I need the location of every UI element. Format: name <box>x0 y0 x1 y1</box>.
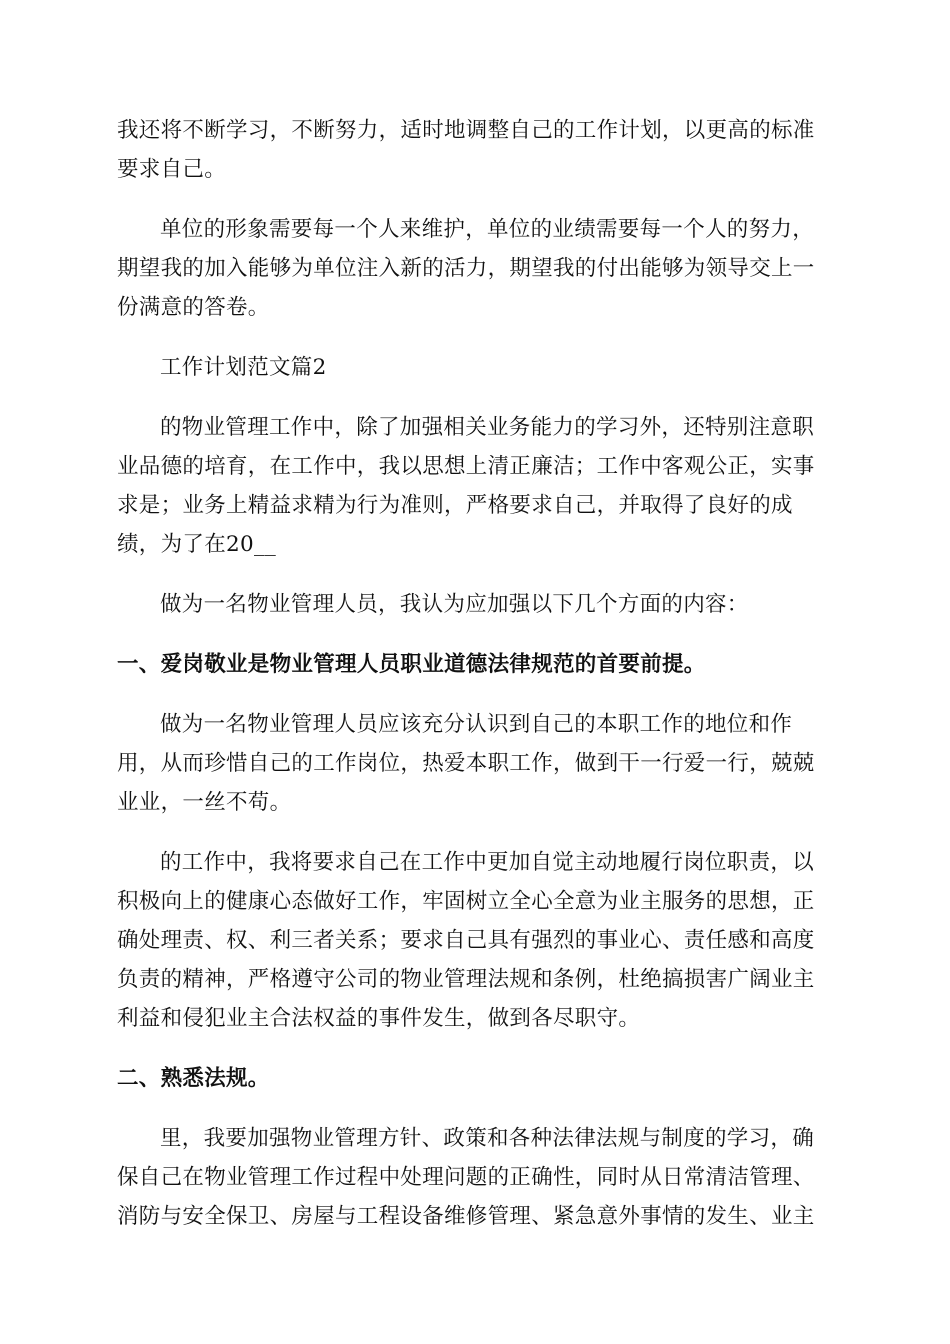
paragraph-line: 积极向上的健康心态做好工作，牢固树立全心全意为业主服务的思想，正 <box>117 889 815 914</box>
paragraph-2 <box>117 210 833 327</box>
paragraph-4 <box>117 585 833 624</box>
paragraph-6 <box>117 843 833 1038</box>
section-title <box>117 348 833 387</box>
paragraph-line: 我还将不断学习，不断努力，适时地调整自己的工作计划，以更高的标准 <box>117 118 815 143</box>
paragraph-line: 确处理责、权、利三者关系；要求自己具有强烈的事业心、责任感和高度 <box>117 928 815 953</box>
paragraph-line: 保自己在物业管理工作过程中处理问题的正确性，同时从日常清洁管理、 <box>117 1165 815 1190</box>
paragraph-line: 消防与安全保卫、房屋与工程设备维修管理、紧急意外事情的发生、业主 <box>117 1204 815 1229</box>
paragraph-line: 绩，为了在20__ <box>117 532 277 557</box>
paragraph-line: 单位的形象需要每一个人来维护，单位的业绩需要每一个人的努力， <box>160 217 815 242</box>
paragraph-line: 的物业管理工作中，除了加强相关业务能力的学习外，还特别注意职 <box>160 415 815 440</box>
paragraph-line: 里，我要加强物业管理方针、政策和各种法律法规与制度的学习，确 <box>160 1126 815 1151</box>
paragraph-5 <box>117 705 833 822</box>
heading-line: 一、爱岗敬业是物业管理人员职业道德法律规范的首要前提。 <box>117 652 706 677</box>
document-body <box>117 111 833 1257</box>
paragraph-line: 用，从而珍惜自己的工作岗位，热爱本职工作，做到干一行爱一行，兢兢 <box>117 751 815 776</box>
paragraph-line: 做为一名物业管理人员，我认为应加强以下几个方面的内容： <box>160 592 749 617</box>
paragraph-line: 求是；业务上精益求精为行为准则，严格要求自己，并取得了良好的成 <box>117 493 793 518</box>
heading-line: 二、熟悉法规。 <box>117 1066 270 1091</box>
paragraph-line: 业品德的培育，在工作中，我以思想上清正廉洁；工作中客观公正，实事 <box>117 454 815 479</box>
paragraph-3 <box>117 408 833 564</box>
heading-2 <box>117 1059 833 1098</box>
paragraph-line: 负责的精神，严格遵守公司的物业管理法规和条例，杜绝搞损害广阔业主 <box>117 967 815 992</box>
paragraph-7 <box>117 1119 833 1236</box>
paragraph-line: 要求自己。 <box>117 157 227 182</box>
paragraph-1 <box>117 111 833 189</box>
paragraph-line: 期望我的加入能够为单位注入新的活力，期望我的付出能够为领导交上一 <box>117 256 815 281</box>
paragraph-line: 份满意的答卷。 <box>117 295 270 320</box>
paragraph-line: 工作计划范文篇2 <box>160 355 327 380</box>
paragraph-line: 做为一名物业管理人员应该充分认识到自己的本职工作的地位和作 <box>160 712 793 737</box>
paragraph-line: 利益和侵犯业主合法权益的事件发生，做到各尽职守。 <box>117 1006 641 1031</box>
heading-1 <box>117 645 833 684</box>
paragraph-line: 的工作中，我将要求自己在工作中更加自觉主动地履行岗位职责，以 <box>160 850 815 875</box>
paragraph-line: 业业，一丝不苟。 <box>117 790 292 815</box>
